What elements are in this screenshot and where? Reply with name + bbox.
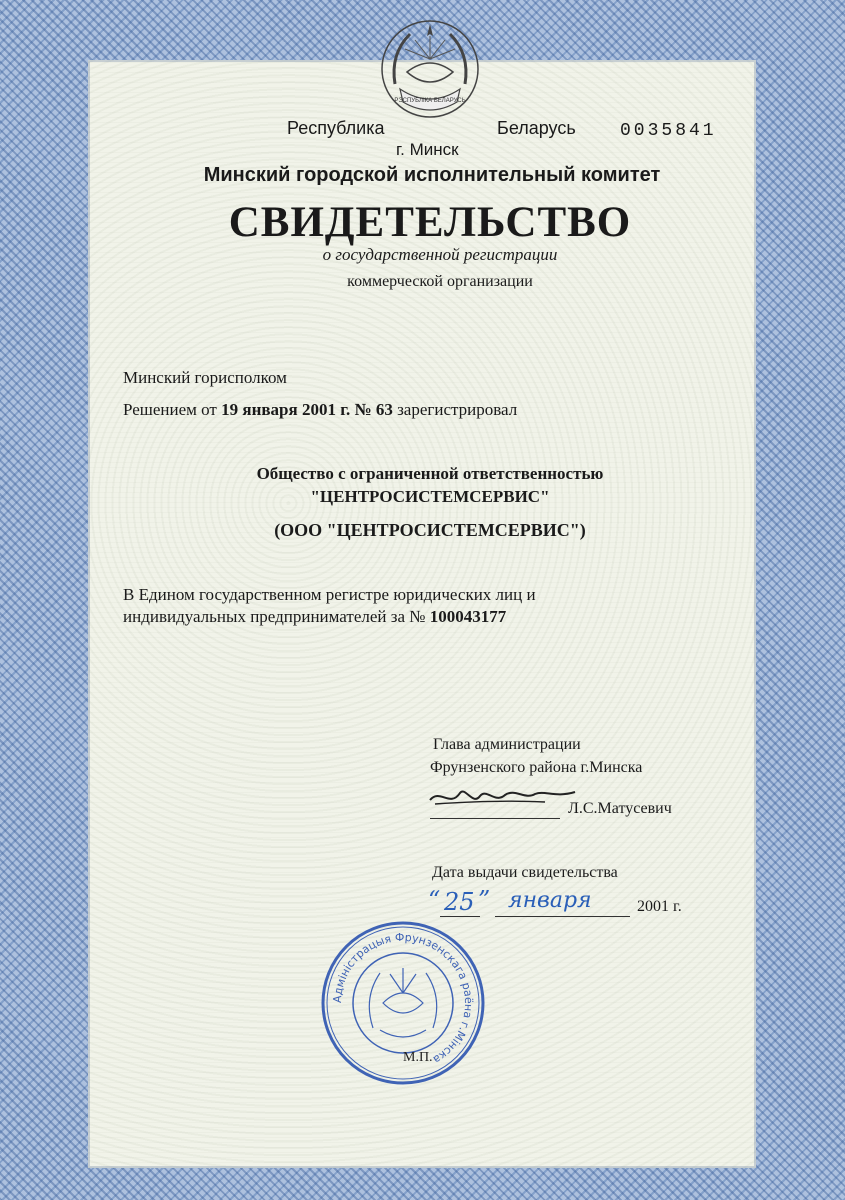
stamp-mark: М.П. (403, 1050, 433, 1065)
org-full-name-line2: "ЦЕНТРОСИСТЕМСЕРВИС" (310, 487, 550, 506)
org-short-name: (ООО "ЦЕНТРОСИСТЕМСЕРВИС") (274, 520, 586, 540)
issue-year: 2001 г. (637, 898, 682, 915)
org-full-name-line1: Общество с ограниченной ответственностью (256, 464, 604, 483)
signature-line (430, 818, 560, 819)
title-subtitle-2: коммерческой организации (347, 273, 533, 290)
signatory-name: Л.С.Матусевич (568, 800, 672, 817)
issue-day: 25 (444, 888, 475, 916)
stamp-ring-text: Адміністрацыя Фрунзенскага раёна г.Мінска (330, 930, 476, 1067)
decision-line (123, 400, 517, 420)
month-line (495, 916, 630, 917)
signatory-position-line2: Фрунзенского района г.Минска (430, 759, 643, 776)
register-number: 100043177 (429, 607, 507, 626)
page-title: СВИДЕТЕЛЬСТВО (228, 199, 632, 246)
register-prefix: индивидуальных предпринимателей за № (123, 607, 430, 626)
signature-image (425, 778, 585, 818)
decision-date: 19 января 2001 г. № 63 (221, 400, 393, 419)
signatory-position-line1: Глава администрации (433, 736, 581, 753)
register-line2 (123, 607, 506, 627)
country-left: Республика (287, 118, 385, 138)
register-line1: В Едином государственном регистре юридических лиц и (123, 585, 536, 604)
issue-month: января (508, 888, 592, 913)
authority: Минский горисполком (123, 368, 287, 387)
issue-date-label: Дата выдачи свидетельства (432, 864, 618, 881)
serial-number: 0035841 (620, 121, 717, 141)
decision-prefix: Решением от (123, 400, 222, 419)
issue-quote-close: ” (478, 886, 491, 914)
day-line (440, 916, 480, 917)
emblem-ribbon-text: РЭСПУБЛІКА БЕЛАРУСЬ (394, 98, 466, 104)
decision-suffix: зарегистрировал (392, 400, 518, 419)
state-emblem-icon (375, 14, 485, 124)
issuer: Минский городской исполнительный комитет (203, 164, 661, 186)
city: г. Минск (396, 140, 459, 159)
issue-quote-open: “ (428, 886, 441, 914)
country-right: Беларусь (497, 118, 576, 138)
title-subtitle: о государственной регистрации (322, 245, 558, 264)
